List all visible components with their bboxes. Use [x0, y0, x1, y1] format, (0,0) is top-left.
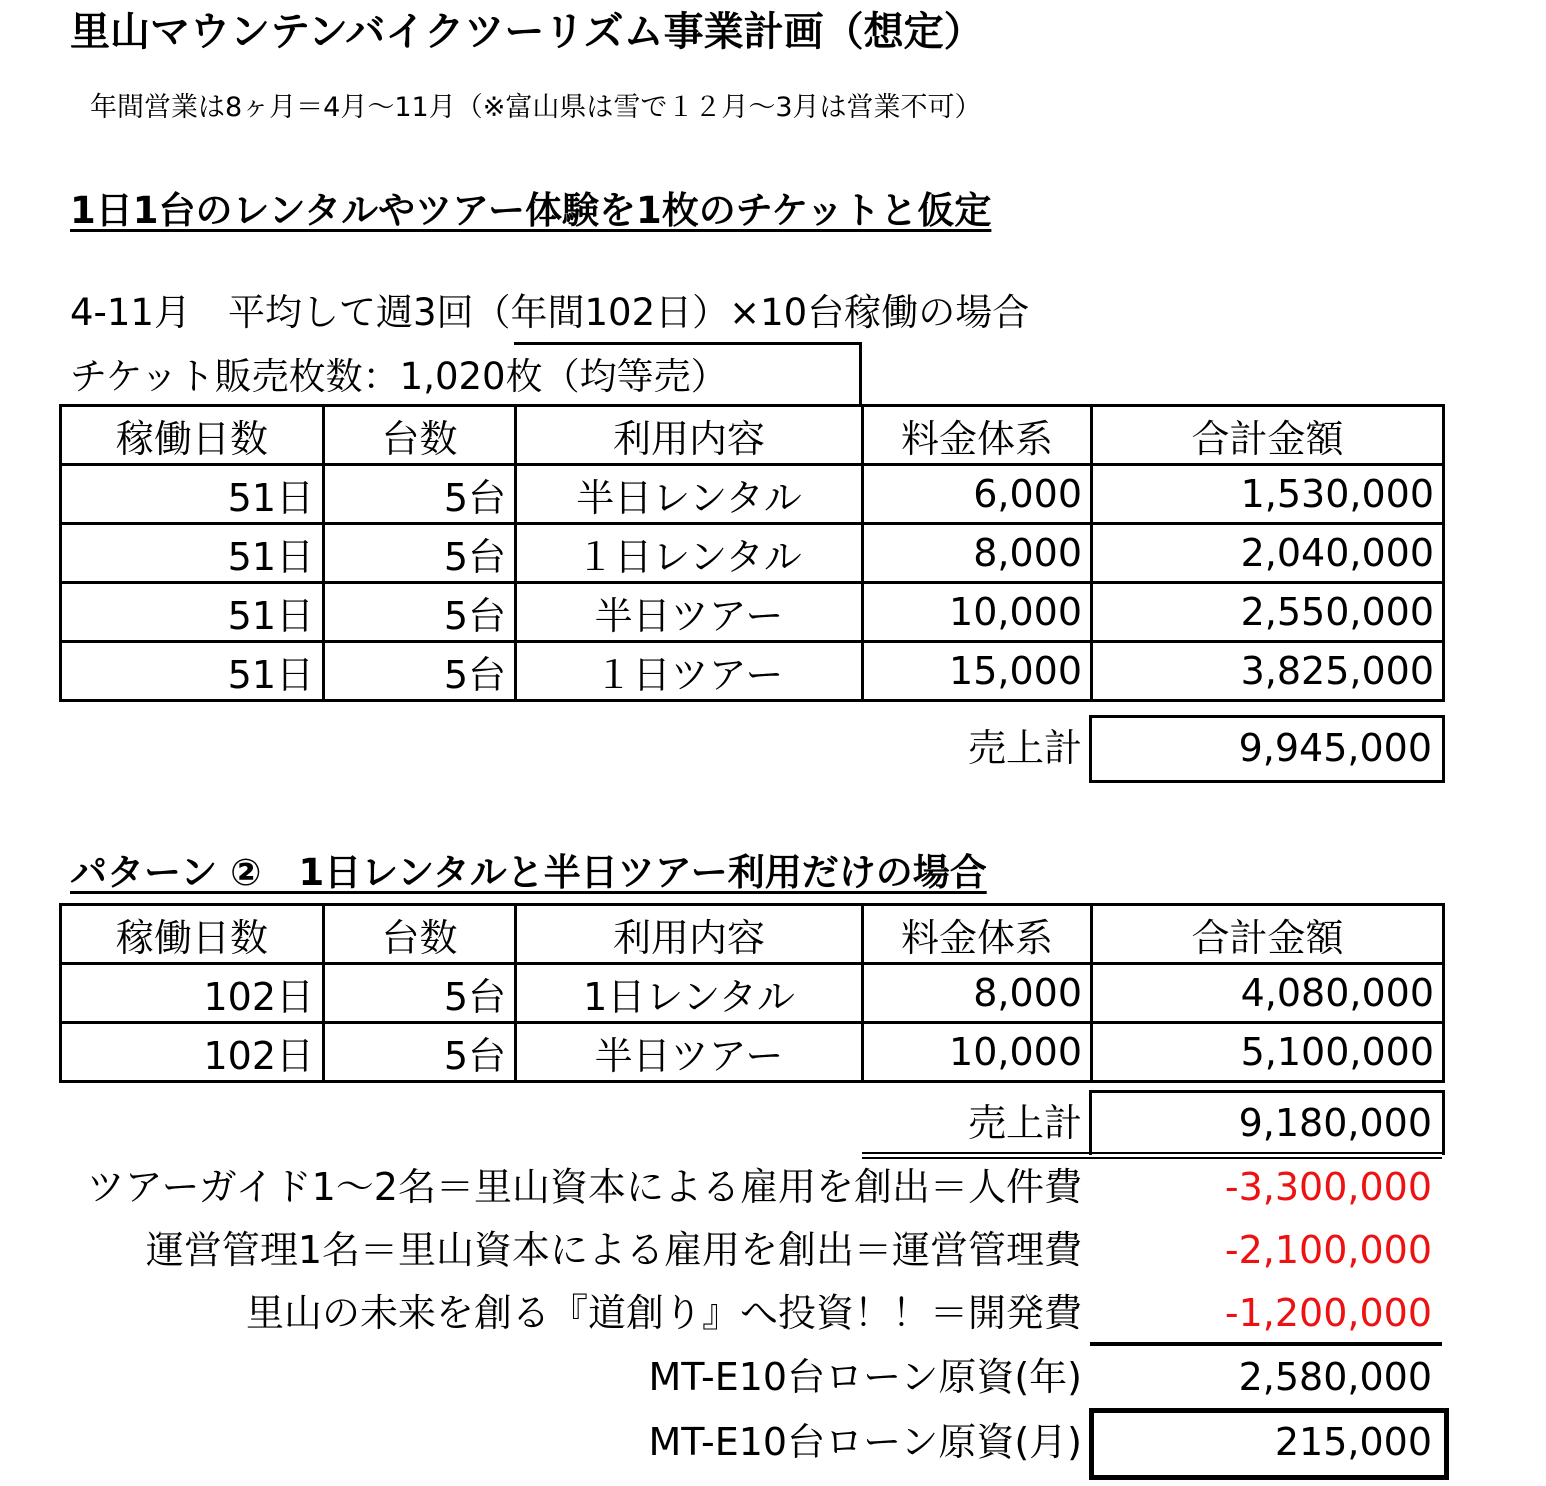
- cell-days: 51日: [61, 642, 324, 701]
- table-row: [61, 465, 1444, 524]
- cell-total: 3,825,000: [1092, 642, 1444, 701]
- cell-price: 8,000: [863, 964, 1092, 1023]
- table-row: [61, 642, 1444, 701]
- cell-units: 5台: [324, 524, 516, 583]
- sales-total-value-1: 9,945,000: [1238, 726, 1432, 770]
- cell-usage: 半日レンタル: [516, 465, 863, 524]
- loan-month-value: 215,000: [1274, 1420, 1432, 1464]
- cell-units: 5台: [324, 1023, 516, 1082]
- cell-total: 2,040,000: [1092, 524, 1444, 583]
- section-heading-ticket-assumption: 1日1台のレンタルやツアー体験を1枚のチケットと仮定: [70, 189, 992, 232]
- sales-total-label-2: 売上計: [967, 1101, 1082, 1145]
- cell-total: 2,550,000: [1092, 583, 1444, 642]
- cell-usage: １日レンタル: [516, 524, 863, 583]
- ticket-count-text: チケット販売枚数：1,020枚（均等売）: [70, 355, 728, 398]
- cell-total: 1,530,000: [1092, 465, 1444, 524]
- section-heading-pattern-2: パターン ② 1日レンタルと半日ツアー利用だけの場合: [70, 851, 987, 894]
- table-row: [61, 964, 1444, 1023]
- cell-days: 51日: [61, 583, 324, 642]
- operating-note: 年間営業は8ヶ月＝4月～11月（※富山県は雪で１２月～3月は営業不可）: [90, 92, 982, 123]
- cell-days: 51日: [61, 465, 324, 524]
- header-units: 台数: [324, 406, 516, 465]
- sales-total-label-1: 売上計: [967, 726, 1082, 770]
- cell-price: 6,000: [863, 465, 1092, 524]
- cell-total: 4,080,000: [1092, 964, 1444, 1023]
- cell-days: 51日: [61, 524, 324, 583]
- cell-price: 10,000: [863, 1023, 1092, 1082]
- condition-text: 4-11月 平均して週3回（年間102日）×10台稼働の場合: [70, 291, 1030, 334]
- header-units: 台数: [324, 905, 516, 964]
- cell-total: 5,100,000: [1092, 1023, 1444, 1082]
- table-header-row: [61, 406, 1444, 465]
- table-header-row: [61, 905, 1444, 964]
- table-row: [61, 524, 1444, 583]
- loan-year-label: MT-E10台ローン原資(年): [648, 1355, 1082, 1399]
- cell-units: 5台: [324, 964, 516, 1023]
- cell-usage: １日ツアー: [516, 642, 863, 701]
- cell-price: 15,000: [863, 642, 1092, 701]
- header-days: 稼働日数: [61, 905, 324, 964]
- revenue-table-1: [59, 404, 1445, 702]
- cell-usage: 半日ツアー: [516, 583, 863, 642]
- cost-label-management: 運営管理1名＝里山資本による雇用を創出＝運営管理費: [145, 1228, 1082, 1272]
- table-row: [61, 1023, 1444, 1082]
- cost-value-management: -2,100,000: [1224, 1228, 1432, 1272]
- cost-value-development: -1,200,000: [1224, 1291, 1432, 1335]
- cell-days: 102日: [61, 964, 324, 1023]
- header-usage: 利用内容: [516, 406, 863, 465]
- header-price: 料金体系: [863, 905, 1092, 964]
- page-title: 里山マウンテンバイクツーリズム事業計画（想定）: [70, 9, 984, 55]
- cell-units: 5台: [324, 583, 516, 642]
- cost-label-guide: ツアーガイド1～2名＝里山資本による雇用を創出＝人件費: [86, 1165, 1082, 1209]
- cell-usage: 半日ツアー: [516, 1023, 863, 1082]
- loan-year-value: 2,580,000: [1238, 1355, 1432, 1399]
- bracket-line: [514, 342, 862, 407]
- sales-total-value-2: 9,180,000: [1238, 1101, 1432, 1145]
- cell-price: 10,000: [863, 583, 1092, 642]
- cell-price: 8,000: [863, 524, 1092, 583]
- cost-label-development: 里山の未来を創る『道創り』へ投資！！＝開発費: [245, 1291, 1082, 1335]
- cell-usage: 1日レンタル: [516, 964, 863, 1023]
- header-total: 合計金額: [1092, 905, 1444, 964]
- header-total: 合計金額: [1092, 406, 1444, 465]
- cost-value-guide: -3,300,000: [1224, 1165, 1432, 1209]
- cell-days: 102日: [61, 1023, 324, 1082]
- header-days: 稼働日数: [61, 406, 324, 465]
- loan-month-label: MT-E10台ローン原資(月): [648, 1420, 1082, 1464]
- table-row: [61, 583, 1444, 642]
- cell-units: 5台: [324, 465, 516, 524]
- revenue-table-2: [59, 903, 1445, 1083]
- double-underline-top: [862, 1152, 1442, 1154]
- header-usage: 利用内容: [516, 905, 863, 964]
- header-price: 料金体系: [863, 406, 1092, 465]
- cell-units: 5台: [324, 642, 516, 701]
